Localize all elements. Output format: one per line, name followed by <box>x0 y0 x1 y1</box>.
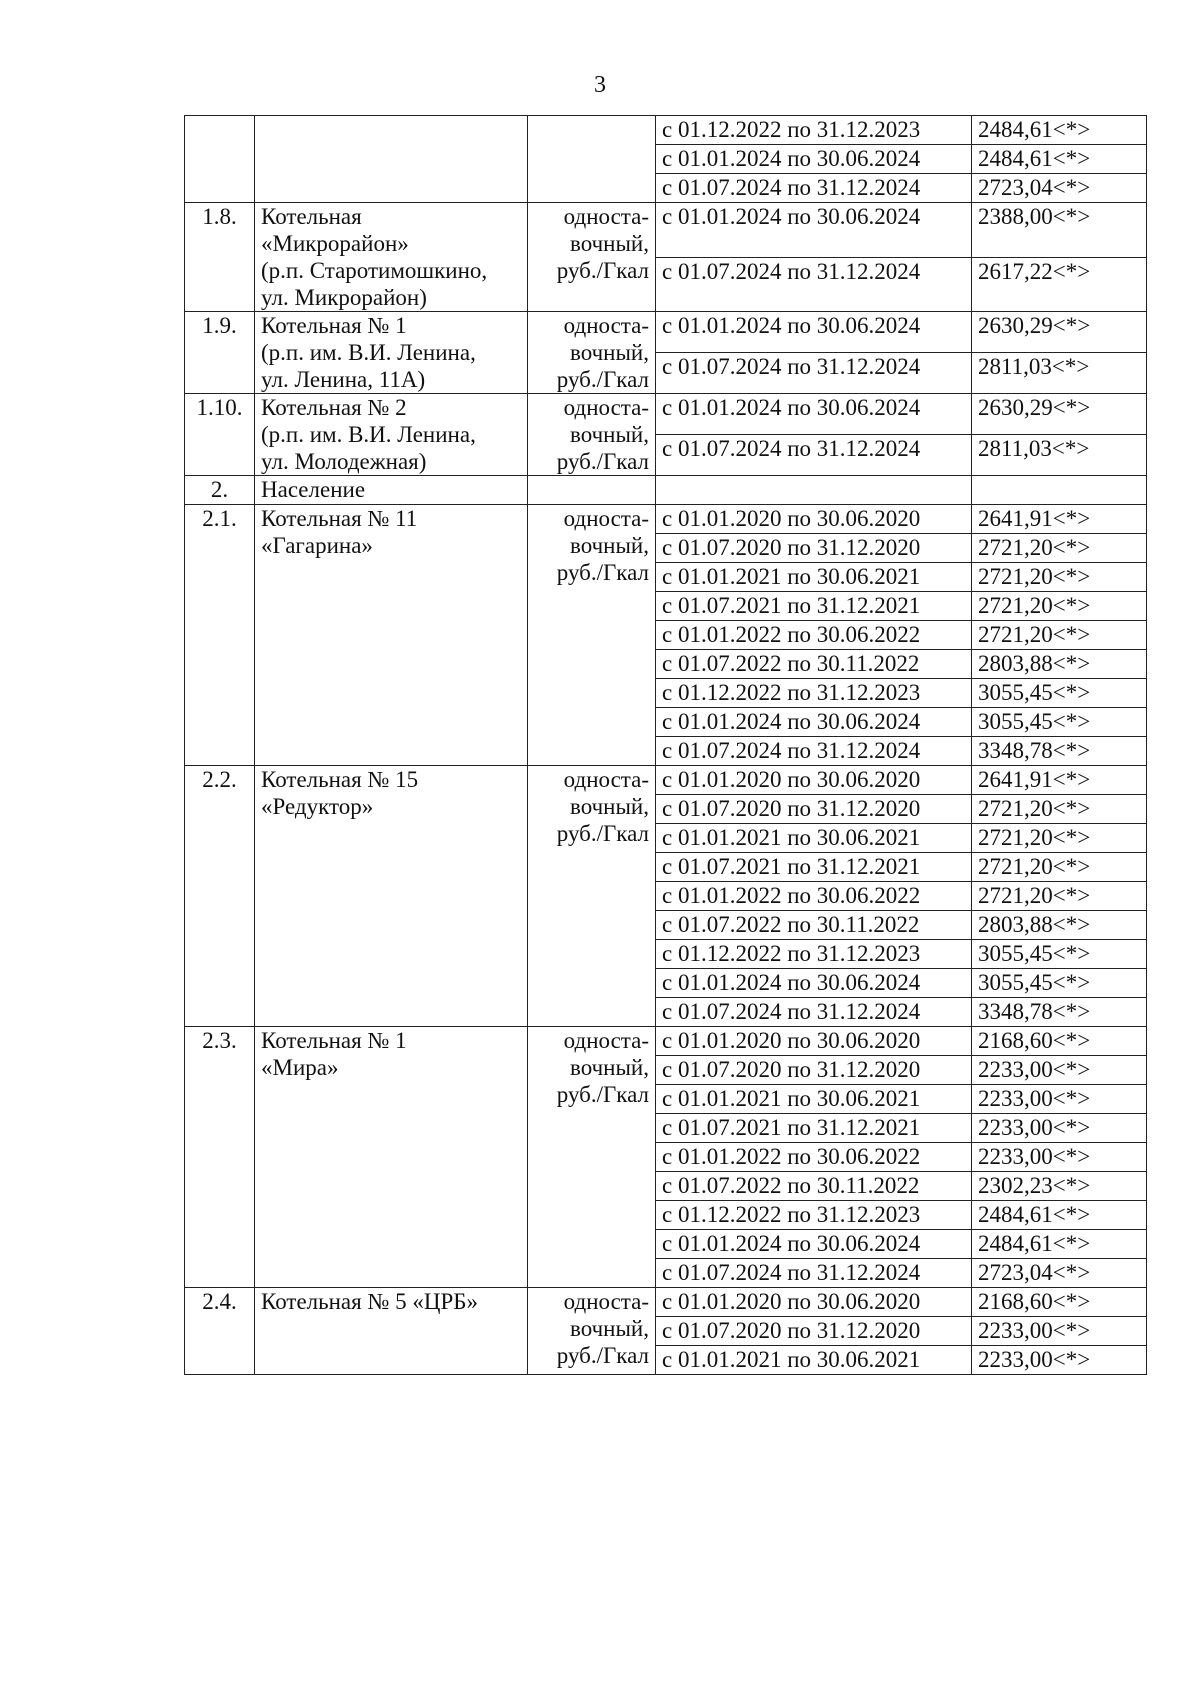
tariff-price: 2233,00<*> <box>972 1056 1147 1085</box>
item-number: 1.9. <box>185 312 255 394</box>
tariff-price: 2803,88<*> <box>972 911 1147 940</box>
tariff-price: 2803,88<*> <box>972 650 1147 679</box>
tariff-period: с 01.07.2024 по 31.12.2024 <box>656 737 972 766</box>
table-row <box>185 116 1147 145</box>
tariff-period: с 01.01.2020 по 30.06.2020 <box>656 1288 972 1317</box>
item-number: 1.10. <box>185 394 255 476</box>
tariff-period: с 01.01.2020 по 30.06.2020 <box>656 766 972 795</box>
tariff-price: 2721,20<*> <box>972 592 1147 621</box>
tariff-period: с 01.07.2022 по 30.11.2022 <box>656 650 972 679</box>
tariff-price: 2721,20<*> <box>972 853 1147 882</box>
tariff-period: с 01.01.2022 по 30.06.2022 <box>656 882 972 911</box>
tariff-price <box>972 476 1147 505</box>
item-number: 2.3. <box>185 1027 255 1288</box>
tariff-unit: односта- вочный, руб./Гкал <box>528 505 656 766</box>
tariff-period <box>656 476 972 505</box>
tariff-price: 2233,00<*> <box>972 1317 1147 1346</box>
tariff-price: 3055,45<*> <box>972 940 1147 969</box>
tariff-price: 2723,04<*> <box>972 174 1147 203</box>
tariff-period: с 01.01.2024 по 30.06.2024 <box>656 1230 972 1259</box>
tariff-unit <box>528 476 656 505</box>
tariff-unit: односта- вочный, руб./Гкал <box>528 203 656 312</box>
tariff-price: 2302,23<*> <box>972 1172 1147 1201</box>
tariff-period: с 01.07.2021 по 31.12.2021 <box>656 1114 972 1143</box>
tariff-period: с 01.07.2022 по 30.11.2022 <box>656 911 972 940</box>
tariff-period: с 01.01.2021 по 30.06.2021 <box>656 563 972 592</box>
tariff-price: 2811,03<*> <box>972 353 1147 394</box>
tariff-period: с 01.01.2024 по 30.06.2024 <box>656 312 972 353</box>
tariff-period: с 01.01.2024 по 30.06.2024 <box>656 708 972 737</box>
tariff-price: 2233,00<*> <box>972 1114 1147 1143</box>
tariff-unit: односта- вочный, руб./Гкал <box>528 1288 656 1375</box>
tariff-period: с 01.01.2020 по 30.06.2020 <box>656 505 972 534</box>
tariff-unit: односта- вочный, руб./Гкал <box>528 312 656 394</box>
tariff-price: 2630,29<*> <box>972 312 1147 353</box>
tariff-period: с 01.01.2020 по 30.06.2020 <box>656 1027 972 1056</box>
tariff-price: 2388,00<*> <box>972 203 1147 258</box>
boiler-name: Котельная «Микрорайон» (р.п. Старотимошкино, ул. Микрорайон) <box>255 203 528 312</box>
tariff-price: 2641,91<*> <box>972 505 1147 534</box>
tariff-period: с 01.07.2024 по 31.12.2024 <box>656 174 972 203</box>
tariff-price: 2484,61<*> <box>972 1201 1147 1230</box>
tariff-period: с 01.07.2024 по 31.12.2024 <box>656 435 972 476</box>
item-number: 2.2. <box>185 766 255 1027</box>
tariff-period: с 01.07.2021 по 31.12.2021 <box>656 853 972 882</box>
tariff-period: с 01.07.2021 по 31.12.2021 <box>656 592 972 621</box>
tariff-period: с 01.01.2022 по 30.06.2022 <box>656 1143 972 1172</box>
tariff-price: 2484,61<*> <box>972 116 1147 145</box>
tariff-price: 3348,78<*> <box>972 737 1147 766</box>
tariff-period: с 01.07.2024 по 31.12.2024 <box>656 257 972 312</box>
tariff-period: с 01.07.2024 по 31.12.2024 <box>656 353 972 394</box>
item-number: 1.8. <box>185 203 255 312</box>
tariff-period: с 01.12.2022 по 31.12.2023 <box>656 940 972 969</box>
tariff-price: 3055,45<*> <box>972 969 1147 998</box>
tariff-price: 3348,78<*> <box>972 998 1147 1027</box>
table-row <box>185 505 1147 534</box>
tariff-table-body <box>185 116 1147 1375</box>
tariff-price: 3055,45<*> <box>972 708 1147 737</box>
tariff-period: с 01.01.2024 по 30.06.2024 <box>656 203 972 258</box>
tariff-period: с 01.12.2022 по 31.12.2023 <box>656 679 972 708</box>
item-number: 2.1. <box>185 505 255 766</box>
tariff-unit: односта- вочный, руб./Гкал <box>528 394 656 476</box>
tariff-price: 2721,20<*> <box>972 795 1147 824</box>
tariff-price: 2168,60<*> <box>972 1288 1147 1317</box>
tariff-period: с 01.07.2024 по 31.12.2024 <box>656 998 972 1027</box>
item-number: 2.4. <box>185 1288 255 1375</box>
tariff-period: с 01.07.2020 по 31.12.2020 <box>656 795 972 824</box>
tariff-period: с 01.07.2020 по 31.12.2020 <box>656 1056 972 1085</box>
tariff-price: 2484,61<*> <box>972 1230 1147 1259</box>
tariff-price: 2723,04<*> <box>972 1259 1147 1288</box>
tariff-price: 2721,20<*> <box>972 824 1147 853</box>
boiler-name: Население <box>255 476 528 505</box>
tariff-price: 2233,00<*> <box>972 1143 1147 1172</box>
tariff-price: 2721,20<*> <box>972 563 1147 592</box>
tariff-price: 3055,45<*> <box>972 679 1147 708</box>
tariff-period: с 01.07.2024 по 31.12.2024 <box>656 1259 972 1288</box>
boiler-name: Котельная № 5 «ЦРБ» <box>255 1288 528 1375</box>
boiler-name: Котельная № 1 (р.п. им. В.И. Ленина, ул. Ленина, 11А) <box>255 312 528 394</box>
tariff-unit: односта- вочный, руб./Гкал <box>528 1027 656 1288</box>
tariff-price: 2233,00<*> <box>972 1346 1147 1375</box>
tariff-price: 2484,61<*> <box>972 145 1147 174</box>
boiler-name: Котельная № 15 «Редуктор» <box>255 766 528 1027</box>
tariff-period: с 01.01.2024 по 30.06.2024 <box>656 394 972 435</box>
boiler-name: Котельная № 11 «Гагарина» <box>255 505 528 766</box>
boiler-name <box>255 116 528 203</box>
item-number: 2. <box>185 476 255 505</box>
boiler-name: Котельная № 2 (р.п. им. В.И. Ленина, ул. Молодежная) <box>255 394 528 476</box>
tariff-price: 2721,20<*> <box>972 621 1147 650</box>
tariff-period: с 01.07.2020 по 31.12.2020 <box>656 1317 972 1346</box>
tariff-period: с 01.01.2024 по 30.06.2024 <box>656 145 972 174</box>
table-row <box>185 766 1147 795</box>
table-row <box>185 1288 1147 1317</box>
tariff-period: с 01.01.2024 по 30.06.2024 <box>656 969 972 998</box>
tariff-price: 2721,20<*> <box>972 534 1147 563</box>
table-row <box>185 476 1147 505</box>
page-number: 3 <box>594 72 606 98</box>
tariff-price: 2233,00<*> <box>972 1085 1147 1114</box>
tariff-price: 2630,29<*> <box>972 394 1147 435</box>
tariff-price: 2721,20<*> <box>972 882 1147 911</box>
item-number <box>185 116 255 203</box>
tariff-period: с 01.07.2020 по 31.12.2020 <box>656 534 972 563</box>
tariff-table <box>184 115 1147 1375</box>
tariff-period: с 01.07.2022 по 30.11.2022 <box>656 1172 972 1201</box>
tariff-period: с 01.01.2022 по 30.06.2022 <box>656 621 972 650</box>
tariff-period: с 01.12.2022 по 31.12.2023 <box>656 1201 972 1230</box>
tariff-price: 2811,03<*> <box>972 435 1147 476</box>
table-row <box>185 312 1147 353</box>
table-row <box>185 394 1147 435</box>
tariff-price: 2168,60<*> <box>972 1027 1147 1056</box>
tariff-unit <box>528 116 656 203</box>
tariff-period: с 01.01.2021 по 30.06.2021 <box>656 824 972 853</box>
tariff-period: с 01.01.2021 по 30.06.2021 <box>656 1085 972 1114</box>
tariff-period: с 01.01.2021 по 30.06.2021 <box>656 1346 972 1375</box>
boiler-name: Котельная № 1 «Мира» <box>255 1027 528 1288</box>
tariff-price: 2617,22<*> <box>972 257 1147 312</box>
table-row <box>185 1027 1147 1056</box>
tariff-period: с 01.12.2022 по 31.12.2023 <box>656 116 972 145</box>
tariff-unit: односта- вочный, руб./Гкал <box>528 766 656 1027</box>
tariff-price: 2641,91<*> <box>972 766 1147 795</box>
table-row <box>185 203 1147 258</box>
